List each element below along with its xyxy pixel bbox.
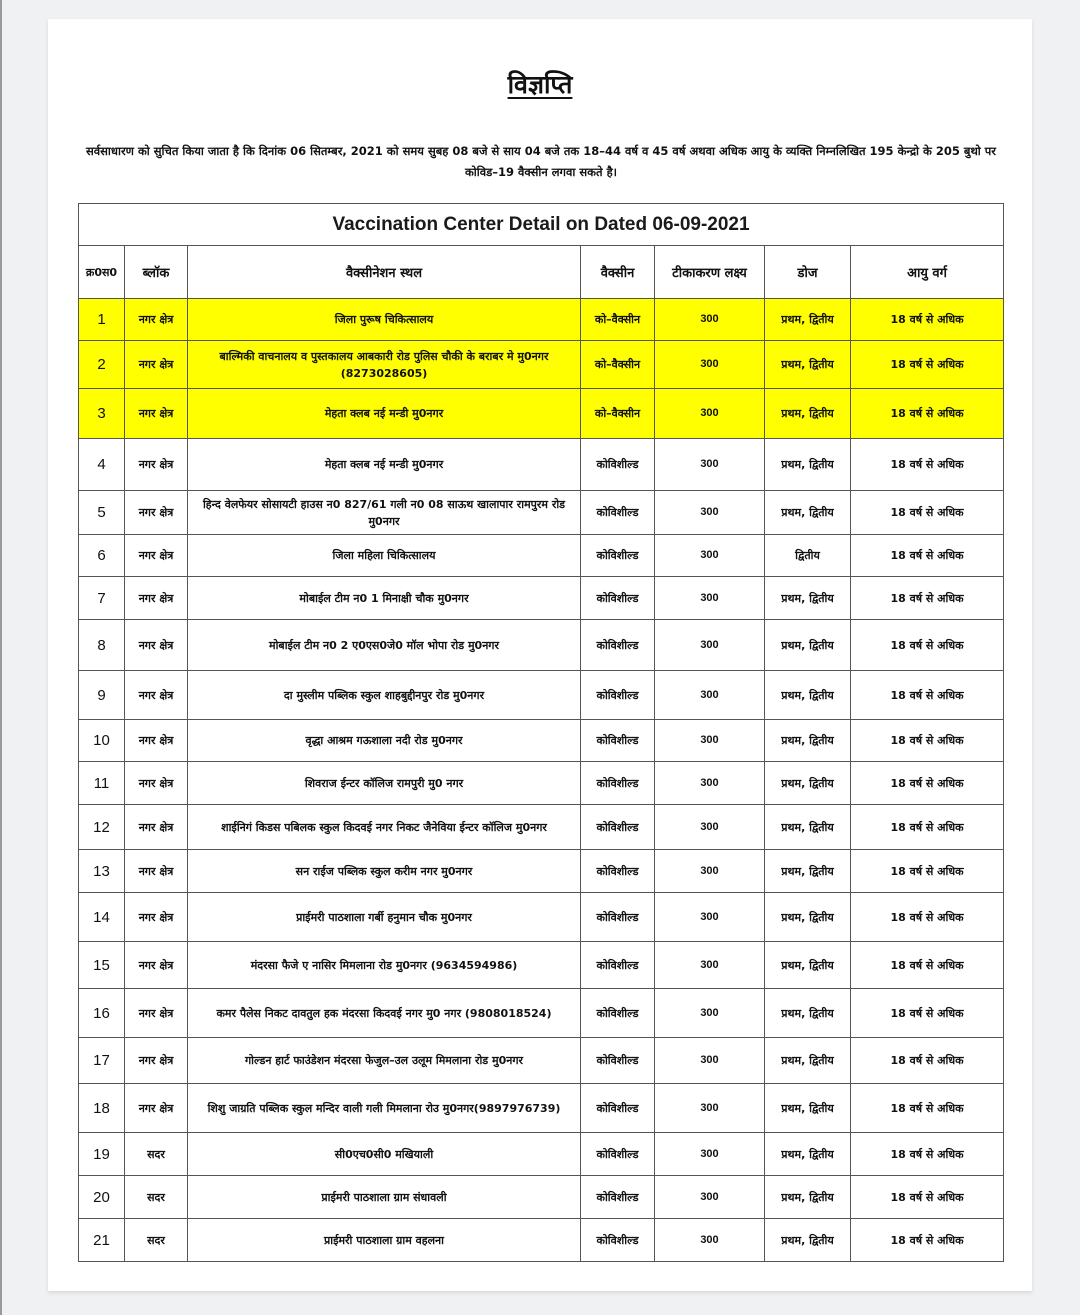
vaccine-cell: कोविशील्ड <box>581 439 655 491</box>
age-group-cell: 18 वर्ष से अधिक <box>851 720 1004 762</box>
vaccination-place-cell: वृद्धा आश्रम गऊशाला नदी रोड मु0नगर <box>188 720 581 762</box>
age-group-cell: 18 वर्ष से अधिक <box>851 491 1004 535</box>
table-row <box>79 299 1004 341</box>
vaccination-place-cell: मेहता क्लब नई मन्डी मु0नगर <box>188 389 581 439</box>
table-row <box>79 1133 1004 1176</box>
dose-cell: प्रथम, द्वितीय <box>765 1038 851 1084</box>
vaccine-cell: कोविशील्ड <box>581 535 655 577</box>
dose-cell: प्रथम, द्वितीय <box>765 341 851 389</box>
vaccination-place-cell: मेहता क्लब नई मन्डी मु0नगर <box>188 439 581 491</box>
dose-cell: प्रथम, द्वितीय <box>765 850 851 893</box>
table-row <box>79 341 1004 389</box>
serial-number-cell: 9 <box>79 671 125 720</box>
vaccine-cell: कोविशील्ड <box>581 942 655 989</box>
column-header-serial: क्र0स0 <box>79 246 125 299</box>
age-group-cell: 18 वर्ष से अधिक <box>851 1133 1004 1176</box>
age-group-cell: 18 वर्ष से अधिक <box>851 989 1004 1038</box>
table-row <box>79 942 1004 989</box>
column-header-target: टीकाकरण लक्ष्य <box>655 246 765 299</box>
table-caption: Vaccination Center Detail on Dated 06-09-2021 <box>79 204 1004 246</box>
target-cell: 300 <box>655 439 765 491</box>
vaccine-cell: कोविशील्ड <box>581 893 655 942</box>
vaccine-cell: कोविशील्ड <box>581 1038 655 1084</box>
age-group-cell: 18 वर्ष से अधिक <box>851 439 1004 491</box>
target-cell: 300 <box>655 893 765 942</box>
vaccination-place-cell: प्राईमरी पाठशाला ग्राम वहलना <box>188 1219 581 1262</box>
vaccine-cell: कोविशील्ड <box>581 620 655 671</box>
vaccine-cell: कोविशील्ड <box>581 1219 655 1262</box>
vaccine-cell: कोविशील्ड <box>581 762 655 805</box>
serial-number-cell: 13 <box>79 850 125 893</box>
dose-cell: प्रथम, द्वितीय <box>765 942 851 989</box>
block-cell: नगर क्षेत्र <box>125 439 188 491</box>
column-header-block: ब्लॉक <box>125 246 188 299</box>
column-header-vaccine: वैक्सीन <box>581 246 655 299</box>
table-row <box>79 805 1004 850</box>
target-cell: 300 <box>655 1176 765 1219</box>
dose-cell: प्रथम, द्वितीय <box>765 1133 851 1176</box>
notice-body: सर्वसाधारण को सुचित किया जाता है कि दिनांक 06 सितम्बर, 2021 को समय सुबह 08 बजे से साय 04 बजे तक 18–44 वर्ष व 45 वर्ष अथवा अधिक आयु के व्यक्ति निम्नलिखित 195 केन्द्रो के 205 बुथो पर कोविड–19 वैक्सीन लगवा सकते है। <box>85 144 997 179</box>
age-group-cell: 18 वर्ष से अधिक <box>851 299 1004 341</box>
table-header-row <box>79 246 1004 299</box>
block-cell: नगर क्षेत्र <box>125 341 188 389</box>
serial-number-cell: 6 <box>79 535 125 577</box>
serial-number-cell: 15 <box>79 942 125 989</box>
serial-number-cell: 1 <box>79 299 125 341</box>
target-cell: 300 <box>655 942 765 989</box>
block-cell: नगर क्षेत्र <box>125 671 188 720</box>
target-cell: 300 <box>655 577 765 620</box>
vaccination-place-cell: दा मुस्लीम पब्लिक स्कुल शाहबुद्दीनपुर रोड मु0नगर <box>188 671 581 720</box>
serial-number-cell: 12 <box>79 805 125 850</box>
block-cell: नगर क्षेत्र <box>125 577 188 620</box>
age-group-cell: 18 वर्ष से अधिक <box>851 893 1004 942</box>
vaccine-cell: कोविशील्ड <box>581 1084 655 1133</box>
vaccination-place-cell: मंदरसा फैजे ए नासिर मिमलाना रोड मु0नगर (9634594986) <box>188 942 581 989</box>
column-header-place: वैक्सीनेशन स्थल <box>188 246 581 299</box>
vaccine-cell: कोविशील्ड <box>581 1133 655 1176</box>
table-row <box>79 389 1004 439</box>
block-cell: नगर क्षेत्र <box>125 989 188 1038</box>
serial-number-cell: 17 <box>79 1038 125 1084</box>
age-group-cell: 18 वर्ष से अधिक <box>851 762 1004 805</box>
dose-cell: प्रथम, द्वितीय <box>765 893 851 942</box>
dose-cell: प्रथम, द्वितीय <box>765 620 851 671</box>
table-row <box>79 850 1004 893</box>
table-row <box>79 577 1004 620</box>
table-row <box>79 535 1004 577</box>
serial-number-cell: 18 <box>79 1084 125 1133</box>
serial-number-cell: 11 <box>79 762 125 805</box>
age-group-cell: 18 वर्ष से अधिक <box>851 942 1004 989</box>
table-row <box>79 1038 1004 1084</box>
age-group-cell: 18 वर्ष से अधिक <box>851 1219 1004 1262</box>
vaccination-place-cell: बाल्मिकी वाचनालय व पुस्तकालय आबकारी रोड पुलिस चौकी के बराबर मे मु0नगर (8273028605) <box>188 341 581 389</box>
dose-cell: प्रथम, द्वितीय <box>765 491 851 535</box>
serial-number-cell: 3 <box>79 389 125 439</box>
target-cell: 300 <box>655 1133 765 1176</box>
age-group-cell: 18 वर्ष से अधिक <box>851 389 1004 439</box>
table-row <box>79 1176 1004 1219</box>
serial-number-cell: 19 <box>79 1133 125 1176</box>
vaccination-place-cell: जिला पुरूष चिकित्सालय <box>188 299 581 341</box>
serial-number-cell: 8 <box>79 620 125 671</box>
block-cell: नगर क्षेत्र <box>125 491 188 535</box>
dose-cell: प्रथम, द्वितीय <box>765 1219 851 1262</box>
serial-number-cell: 4 <box>79 439 125 491</box>
dose-cell: प्रथम, द्वितीय <box>765 577 851 620</box>
vaccine-cell: कोविशील्ड <box>581 720 655 762</box>
age-group-cell: 18 वर्ष से अधिक <box>851 535 1004 577</box>
dose-cell: प्रथम, द्वितीय <box>765 439 851 491</box>
vaccine-cell: को–वैक्सीन <box>581 389 655 439</box>
dose-cell: प्रथम, द्वितीय <box>765 1176 851 1219</box>
vaccine-cell: कोविशील्ड <box>581 805 655 850</box>
window-left-edge <box>0 0 2 1315</box>
serial-number-cell: 5 <box>79 491 125 535</box>
vaccine-cell: कोविशील्ड <box>581 577 655 620</box>
target-cell: 300 <box>655 989 765 1038</box>
block-cell: सदर <box>125 1219 188 1262</box>
vaccination-place-cell: गोल्डन हार्ट फाउंडेशन मंदरसा फेजुल–उल उलूम मिमलाना रोड मु0नगर <box>188 1038 581 1084</box>
serial-number-cell: 20 <box>79 1176 125 1219</box>
vaccination-place-cell: शिवराज ईन्टर कॉलिज रामपुरी मु0 नगर <box>188 762 581 805</box>
vaccination-place-cell: प्राईमरी पाठशाला गर्बी हनुमान चौक मु0नगर <box>188 893 581 942</box>
vaccination-place-cell: मोबाईल टीम न0 2 ए0एस0जे0 मॉल भोपा रोड मु0नगर <box>188 620 581 671</box>
column-header-age-group: आयु वर्ग <box>851 246 1004 299</box>
target-cell: 300 <box>655 535 765 577</box>
vaccination-place-cell: हिन्द वेलफेयर सोसायटी हाउस न0 827/61 गली न0 08 साऊथ खालापार रामपुरम रोड मु0नगर <box>188 491 581 535</box>
table-row <box>79 989 1004 1038</box>
dose-cell: प्रथम, द्वितीय <box>765 299 851 341</box>
age-group-cell: 18 वर्ष से अधिक <box>851 577 1004 620</box>
target-cell: 300 <box>655 1219 765 1262</box>
vaccine-cell: कोविशील्ड <box>581 989 655 1038</box>
dose-cell: प्रथम, द्वितीय <box>765 389 851 439</box>
table-row <box>79 439 1004 491</box>
block-cell: नगर क्षेत्र <box>125 720 188 762</box>
vaccination-place-cell: शिशु जाग्रति पब्लिक स्कुल मन्दिर वाली गली मिमलाना रोउ मु0नगर(9897976739) <box>188 1084 581 1133</box>
document-page <box>48 19 1032 1291</box>
block-cell: नगर क्षेत्र <box>125 1038 188 1084</box>
dose-cell: प्रथम, द्वितीय <box>765 762 851 805</box>
vaccine-cell: को–वैक्सीन <box>581 299 655 341</box>
target-cell: 300 <box>655 762 765 805</box>
dose-cell: प्रथम, द्वितीय <box>765 1084 851 1133</box>
block-cell: सदर <box>125 1133 188 1176</box>
block-cell: नगर क्षेत्र <box>125 762 188 805</box>
serial-number-cell: 2 <box>79 341 125 389</box>
target-cell: 300 <box>655 720 765 762</box>
age-group-cell: 18 वर्ष से अधिक <box>851 1038 1004 1084</box>
block-cell: नगर क्षेत्र <box>125 942 188 989</box>
column-header-dose: डोज <box>765 246 851 299</box>
block-cell: नगर क्षेत्र <box>125 620 188 671</box>
vaccine-cell: कोविशील्ड <box>581 491 655 535</box>
block-cell: नगर क्षेत्र <box>125 805 188 850</box>
block-cell: नगर क्षेत्र <box>125 535 188 577</box>
vaccine-cell: को–वैक्सीन <box>581 341 655 389</box>
vaccination-place-cell: सी0एच0सी0 मखियाली <box>188 1133 581 1176</box>
dose-cell: प्रथम, द्वितीय <box>765 805 851 850</box>
age-group-cell: 18 वर्ष से अधिक <box>851 1084 1004 1133</box>
table-row <box>79 762 1004 805</box>
dose-cell: प्रथम, द्वितीय <box>765 989 851 1038</box>
vaccination-place-cell: प्राईमरी पाठशाला ग्राम संधावली <box>188 1176 581 1219</box>
serial-number-cell: 16 <box>79 989 125 1038</box>
target-cell: 300 <box>655 1038 765 1084</box>
table-row <box>79 893 1004 942</box>
target-cell: 300 <box>655 491 765 535</box>
table-row <box>79 720 1004 762</box>
vaccine-cell: कोविशील्ड <box>581 671 655 720</box>
table-row <box>79 620 1004 671</box>
target-cell: 300 <box>655 341 765 389</box>
vaccine-cell: कोविशील्ड <box>581 1176 655 1219</box>
block-cell: सदर <box>125 1176 188 1219</box>
vaccination-place-cell: सन राईज पब्लिक स्कुल करीम नगर मु0नगर <box>188 850 581 893</box>
block-cell: नगर क्षेत्र <box>125 1084 188 1133</box>
target-cell: 300 <box>655 805 765 850</box>
age-group-cell: 18 वर्ष से अधिक <box>851 805 1004 850</box>
target-cell: 300 <box>655 620 765 671</box>
target-cell: 300 <box>655 671 765 720</box>
vaccination-place-cell: शाईनिगं किडस पबिलक स्कुल किदवई नगर निकट जैनेविया ईन्टर कॉलिज मु0नगर <box>188 805 581 850</box>
target-cell: 300 <box>655 389 765 439</box>
dose-cell: द्वितीय <box>765 535 851 577</box>
target-cell: 300 <box>655 1084 765 1133</box>
table-row <box>79 671 1004 720</box>
age-group-cell: 18 वर्ष से अधिक <box>851 671 1004 720</box>
vaccination-place-cell: जिला महिला चिकित्सालय <box>188 535 581 577</box>
notice-title: विज्ञप्ति <box>507 70 573 99</box>
table-body <box>79 299 1004 1262</box>
block-cell: नगर क्षेत्र <box>125 850 188 893</box>
serial-number-cell: 14 <box>79 893 125 942</box>
block-cell: नगर क्षेत्र <box>125 299 188 341</box>
age-group-cell: 18 वर्ष से अधिक <box>851 850 1004 893</box>
age-group-cell: 18 वर्ष से अधिक <box>851 620 1004 671</box>
vaccine-cell: कोविशील्ड <box>581 850 655 893</box>
serial-number-cell: 10 <box>79 720 125 762</box>
dose-cell: प्रथम, द्वितीय <box>765 720 851 762</box>
serial-number-cell: 21 <box>79 1219 125 1262</box>
table-row <box>79 491 1004 535</box>
vaccination-center-table <box>78 203 1004 1262</box>
target-cell: 300 <box>655 850 765 893</box>
vaccination-place-cell: मोबाईल टीम न0 1 मिनाक्षी चौक मु0नगर <box>188 577 581 620</box>
block-cell: नगर क्षेत्र <box>125 893 188 942</box>
age-group-cell: 18 वर्ष से अधिक <box>851 1176 1004 1219</box>
target-cell: 300 <box>655 299 765 341</box>
block-cell: नगर क्षेत्र <box>125 389 188 439</box>
age-group-cell: 18 वर्ष से अधिक <box>851 341 1004 389</box>
dose-cell: प्रथम, द्वितीय <box>765 671 851 720</box>
table-row <box>79 1084 1004 1133</box>
table-row <box>79 1219 1004 1262</box>
vaccination-place-cell: कमर पैलेस निकट दावतुल हक मंदरसा किदवई नगर मु0 नगर (9808018524) <box>188 989 581 1038</box>
serial-number-cell: 7 <box>79 577 125 620</box>
